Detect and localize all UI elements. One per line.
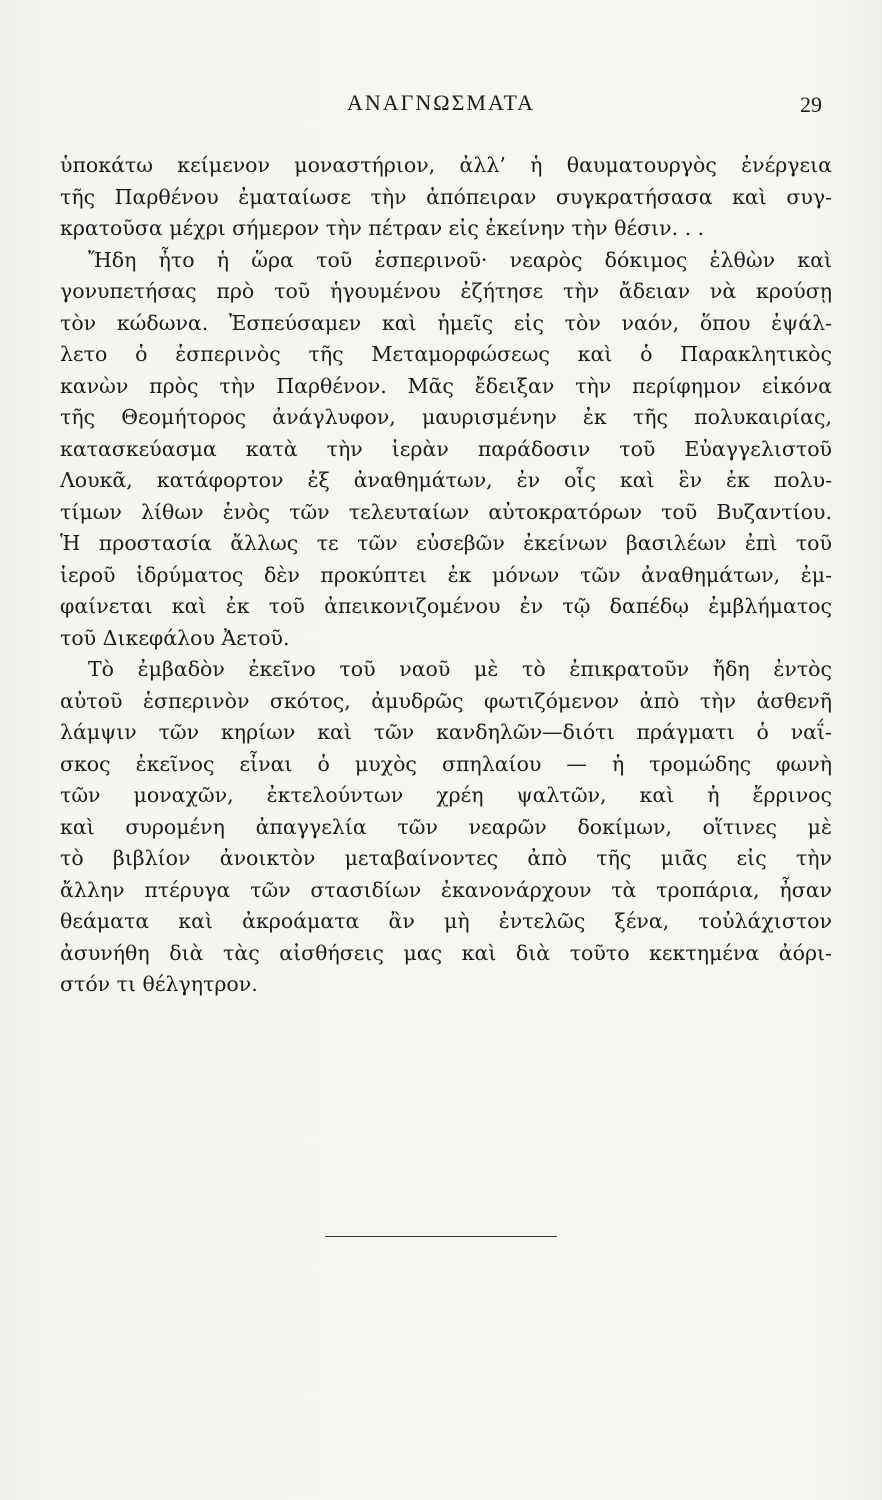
text-line: τοῦ Δικεφάλου Ἀετοῦ. [60,625,290,650]
text-line: στόν τι θέλγητρον. [60,972,258,996]
text-line: Τὸ ἐμβαδὸν ἐκεῖνο τοῦ ναοῦ μὲ τὸ ἐπικρατοῦν ἤδη ἐντὸς [88,657,832,681]
text-line: τὸ βιβλίον ἀνοικτὸν μεταβαίνοντες ἀπὸ τῆς μιᾶς εἰς τὴν [60,846,832,870]
text-line: ὑποκάτω κείμενον μοναστήριον, ἀλλ’ ἡ θαυματουργὸς ἐνέργεια [60,153,832,177]
text-line: Ἤδη ἦτο ἡ ὥρα τοῦ ἑσπερινοῦ· νεαρὸς δόκιμος ἐλθὼν καὶ [88,247,832,272]
text-line: κρατοῦσα μέχρι σήμερον τὴν πέτραν εἰς ἐκείνην τὴν θέσιν. . . [60,216,705,240]
text-line: ἄλλην πτέρυγα τῶν στασιδίων ἐκανονάρχουν τὰ τροπάρια, ἦσαν [60,877,832,902]
text-line: τὸν κώδωνα. Ἐσπεύσαμεν καὶ ἡμεῖς εἰς τὸν ναόν, ὅπου ἐψάλ- [60,310,832,335]
text-line: Λουκᾶ, κατάφορτον ἐξ ἀναθημάτων, ἐν οἷς καὶ ἓν ἐκ πολυ- [60,468,832,492]
text-line: Ἡ προστασία ἄλλως τε τῶν εὐσεβῶν ἐκείνων βασιλέων ἐπὶ τοῦ [60,531,832,555]
text-line: θεάματα καὶ ἀκροάματα ἂν μὴ ἐντελῶς ξένα, τοὐλάχιστον [60,909,832,933]
text-line: ἀσυνήθη διὰ τὰς αἰσθήσεις μας καὶ διὰ τοῦτο κεκτημένα ἀόρι- [60,940,832,965]
text-line: κανὼν πρὸς τὴν Παρθένον. Μᾶς ἔδειξαν τὴν περίφημον εἰκόνα [60,373,832,398]
section-divider [325,1236,557,1237]
text-line: αὐτοῦ ἑσπερινὸν σκότος, ἀμυδρῶς φωτιζόμενον ἀπὸ τὴν ἀσθενῆ [60,688,832,713]
text-line: τίμων λίθων ἑνὸς τῶν τελευταίων αὐτοκρατόρων τοῦ Βυζαντίου. [60,499,832,524]
body-text [60,150,832,1001]
running-title: ΑΝΑΓΝΩΣΜΑΤΑ [346,90,536,115]
text-line: φαίνεται καὶ ἐκ τοῦ ἀπεικονιζομένου ἐν τῷ δαπέδῳ ἐμβλήματος [60,594,832,618]
page-number: 29 [800,92,822,117]
text-line: σκος ἐκεῖνος εἶναι ὁ μυχὸς σπηλαίου — ἡ τρομώδης φωνὴ [60,751,832,776]
page-header [0,90,882,122]
text-line: λάμψιν τῶν κηρίων καὶ τῶν κανδηλῶν—διότι πράγματι ὁ ναΐ- [60,720,832,744]
text-line: τῆς Θεομήτορος ἀνάγλυφον, μαυρισμένην ἐκ τῆς πολυκαιρίας, [60,405,832,429]
text-line: καὶ συρομένη ἀπαγγελία τῶν νεαρῶν δοκίμων, οἵτινες μὲ [60,814,832,839]
text-line: τῆς Παρθένου ἐματαίωσε τὴν ἀπόπειραν συγκρατήσασα καὶ συγ- [60,184,832,209]
text-line: ἱεροῦ ἱδρύματος δὲν προκύπτει ἐκ μόνων τῶν ἀναθημάτων, ἐμ- [60,562,832,587]
text-line: τῶν μοναχῶν, ἐκτελούντων χρέη ψαλτῶν, καὶ ἡ ἔρρινος [60,783,832,807]
text-line: κατασκεύασμα κατὰ τὴν ἱερὰν παράδοσιν τοῦ Εὐαγγελιστοῦ [60,436,832,461]
text-line: γονυπετήσας πρὸ τοῦ ἡγουμένου ἐζήτησε τὴν ἄδειαν νὰ κρούσῃ [60,279,832,303]
text-line: λετο ὁ ἑσπερινὸς τῆς Μεταμορφώσεως καὶ ὁ Παρακλητικὸς [60,342,832,366]
